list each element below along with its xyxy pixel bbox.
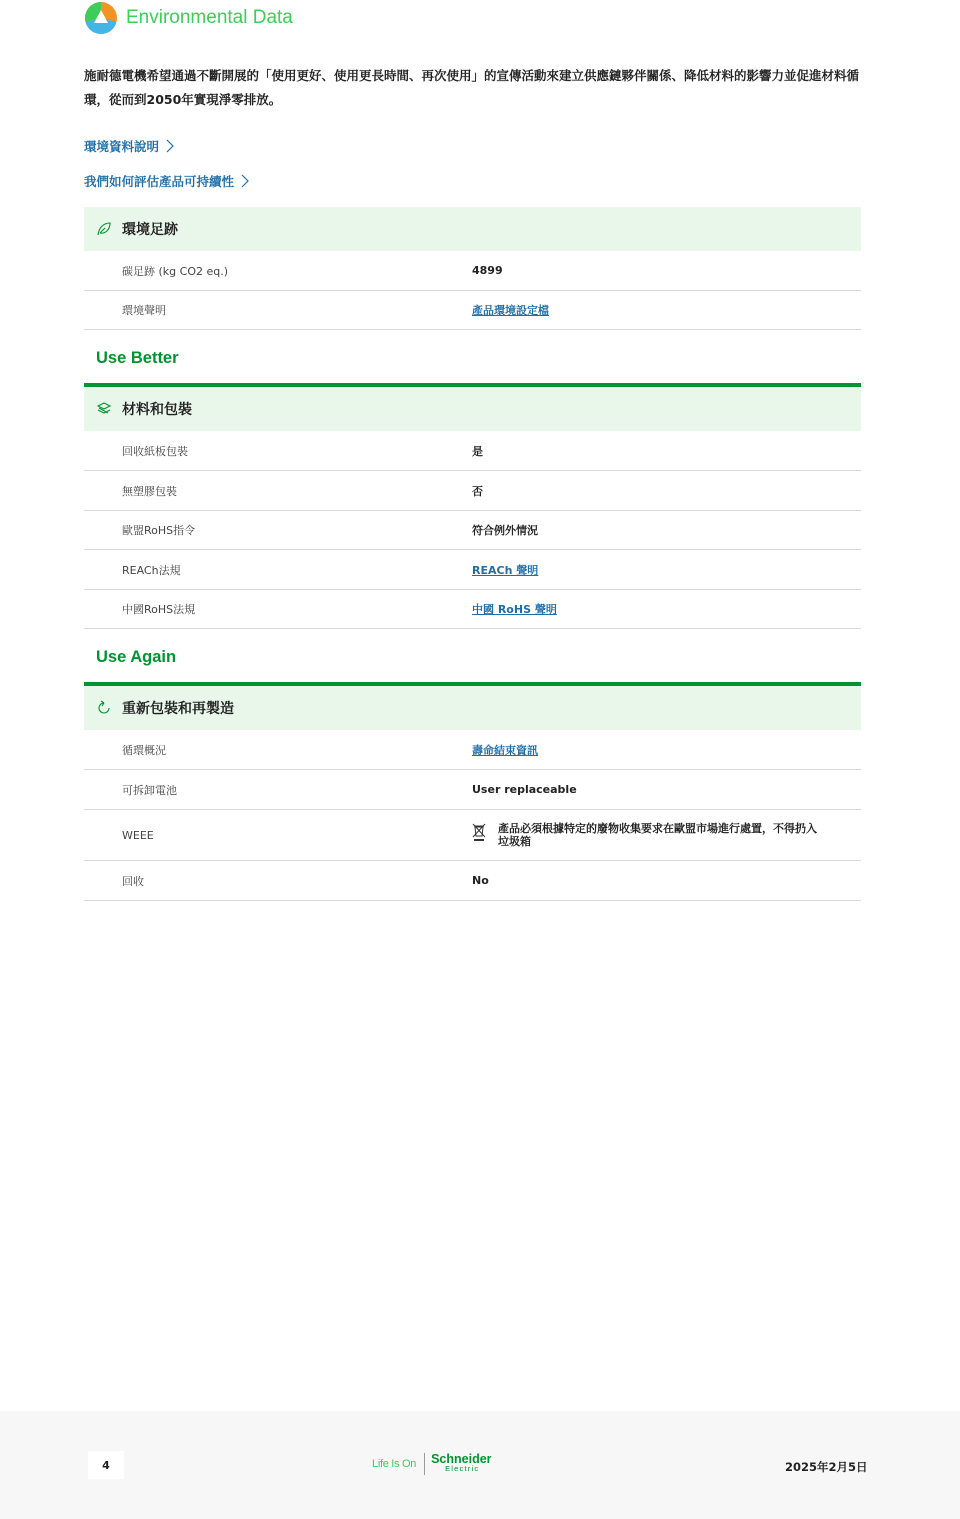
divider bbox=[424, 1453, 425, 1475]
table-row bbox=[84, 471, 861, 511]
environment-logo-icon bbox=[84, 1, 118, 35]
row-key: 可拆卸電池 bbox=[122, 783, 177, 797]
page-number: 4 bbox=[88, 1451, 124, 1479]
page-header bbox=[84, 0, 293, 36]
life-is-on-tagline: Life Is On bbox=[372, 1458, 417, 1470]
intro-paragraph: 施耐德電機希望通過不斷開展的「使用更好、使用更長時間、再次使用」的宣傳活動來建立供應鏈夥伴關係、降低材料的影響力並促進材料循環，從而到2050年實現淨零排放。 bbox=[84, 68, 860, 107]
row-key: 環境聲明 bbox=[122, 304, 166, 317]
brand-name: Schneider bbox=[431, 1452, 492, 1466]
table-row bbox=[84, 730, 861, 770]
row-value: 否 bbox=[472, 484, 483, 498]
table-row bbox=[84, 770, 861, 810]
footprint-section-header bbox=[84, 207, 861, 251]
china-rohs-declaration-link[interactable]: 中國 RoHS 聲明 bbox=[472, 603, 557, 616]
row-key: 碳足跡 (kg CO2 eq.) bbox=[122, 264, 229, 278]
document-date: 2025年2月5日 bbox=[785, 1460, 868, 1474]
page-footer bbox=[0, 1411, 960, 1519]
reach-declaration-link[interactable]: REACh 聲明 bbox=[472, 563, 539, 577]
row-key: 無塑膠包裝 bbox=[122, 484, 177, 498]
refresh-icon bbox=[96, 700, 112, 716]
end-of-life-info-link[interactable]: 壽命結束資訊 bbox=[472, 743, 538, 757]
crossed-bin-icon bbox=[472, 823, 486, 843]
layers-icon bbox=[96, 401, 112, 417]
row-value: User replaceable bbox=[472, 783, 577, 796]
row-key: 回收紙板包裝 bbox=[122, 444, 188, 458]
brand-subname: Electric bbox=[445, 1464, 480, 1473]
schneider-electric-logo bbox=[372, 1453, 492, 1475]
leaf-icon bbox=[96, 221, 112, 237]
row-value: 4899 bbox=[472, 264, 503, 277]
table-row bbox=[84, 511, 861, 550]
table-row bbox=[84, 251, 861, 291]
row-value: 符合例外情況 bbox=[472, 524, 538, 537]
page-title: Environmental Data bbox=[126, 7, 293, 28]
row-value: 是 bbox=[472, 444, 483, 458]
link-label: 我們如何評估產品可持續性 bbox=[84, 174, 235, 189]
section-title: 材料和包裝 bbox=[122, 402, 192, 418]
brand-wordmark bbox=[431, 1454, 491, 1474]
section-title: 重新包裝和再製造 bbox=[122, 701, 234, 717]
table-row bbox=[84, 431, 861, 471]
materials-section-header bbox=[84, 387, 861, 431]
repackaging-section-header bbox=[84, 686, 861, 730]
chevron-right-icon bbox=[165, 139, 175, 153]
row-key: 中國RoHS法規 bbox=[122, 603, 196, 616]
chevron-right-icon bbox=[240, 174, 250, 188]
row-key: 回收 bbox=[122, 874, 144, 888]
weee-value bbox=[472, 822, 817, 848]
table-row bbox=[84, 291, 861, 330]
section-title: 環境足跡 bbox=[122, 222, 178, 238]
row-key: WEEE bbox=[122, 828, 154, 842]
row-value: No bbox=[472, 874, 489, 887]
product-environmental-profile-link[interactable]: 產品環境設定檔 bbox=[472, 304, 549, 317]
row-key: REACh法規 bbox=[122, 563, 181, 577]
link-label: 環境資料說明 bbox=[84, 139, 160, 154]
table-row bbox=[84, 810, 861, 861]
row-key: 循環概況 bbox=[122, 743, 166, 757]
table-row bbox=[84, 550, 861, 590]
row-key: 歐盟RoHS指令 bbox=[122, 524, 196, 537]
table-row bbox=[84, 861, 861, 901]
row-value: 產品必須根據特定的廢物收集要求在歐盟市場進行處置，不得扔入垃圾箱 bbox=[498, 822, 817, 848]
table-row bbox=[84, 590, 861, 629]
sustainability-assessment-link[interactable] bbox=[84, 172, 250, 190]
environmental-data-explanation-link[interactable] bbox=[84, 137, 175, 155]
use-again-heading: Use Again bbox=[96, 648, 177, 666]
use-better-heading: Use Better bbox=[96, 349, 179, 367]
